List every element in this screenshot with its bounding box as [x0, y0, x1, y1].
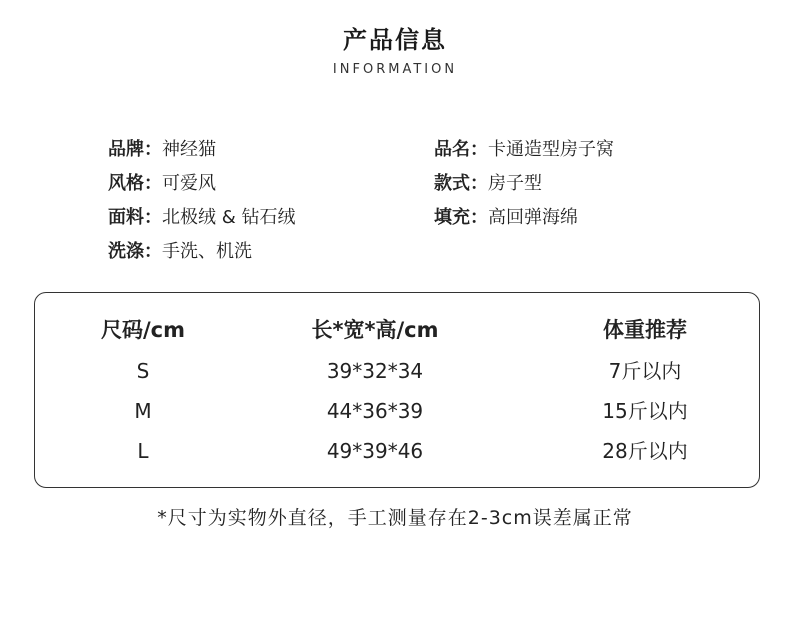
table-cell: 44*36*39 [326, 399, 424, 423]
info-washing [108, 243, 252, 261]
info-name [434, 141, 614, 159]
info-washing-value: 手洗、机洗 [162, 241, 252, 262]
info-brand-value: 神经猫 [162, 139, 216, 160]
size-table [34, 292, 760, 488]
page-title: 产品信息 [343, 26, 447, 54]
info-name-value: 卡通造型房子窝 [488, 139, 614, 160]
table-header-weight: 体重推荐 [603, 318, 687, 342]
info-fabric [108, 209, 295, 227]
table-cell: 49*39*46 [326, 439, 424, 463]
info-style [108, 175, 216, 193]
table-header-dimensions: 长*宽*高/cm [311, 318, 439, 342]
measurement-note: *尺寸为实物外直径，手工测量存在2-3cm误差属正常 [157, 507, 633, 529]
info-filling [434, 209, 578, 227]
info-brand-label: 品牌： [108, 139, 162, 160]
table-cell: 28斤以内 [602, 439, 688, 463]
info-filling-label: 填充： [434, 207, 488, 228]
info-type [434, 175, 542, 193]
info-type-label: 款式： [434, 173, 488, 194]
info-type-value: 房子型 [488, 173, 542, 194]
table-cell: M [134, 399, 152, 423]
info-fabric-label: 面料： [108, 207, 162, 228]
info-brand [108, 141, 216, 159]
table-cell: L [137, 439, 149, 463]
table-header-size: 尺码/cm [101, 318, 185, 342]
page-subtitle: INFORMATION [332, 62, 458, 77]
table-cell: 39*32*34 [326, 359, 424, 383]
table-cell: 7斤以内 [608, 359, 682, 383]
info-filling-value: 高回弹海绵 [488, 207, 578, 228]
info-fabric-value: 北极绒 & 钻石绒 [162, 207, 296, 228]
info-washing-label: 洗涤： [108, 241, 162, 262]
info-style-label: 风格： [108, 173, 162, 194]
info-style-value: 可爱风 [162, 173, 216, 194]
table-cell: 15斤以内 [602, 399, 688, 423]
info-name-label: 品名： [434, 139, 488, 160]
table-cell: S [136, 359, 150, 383]
